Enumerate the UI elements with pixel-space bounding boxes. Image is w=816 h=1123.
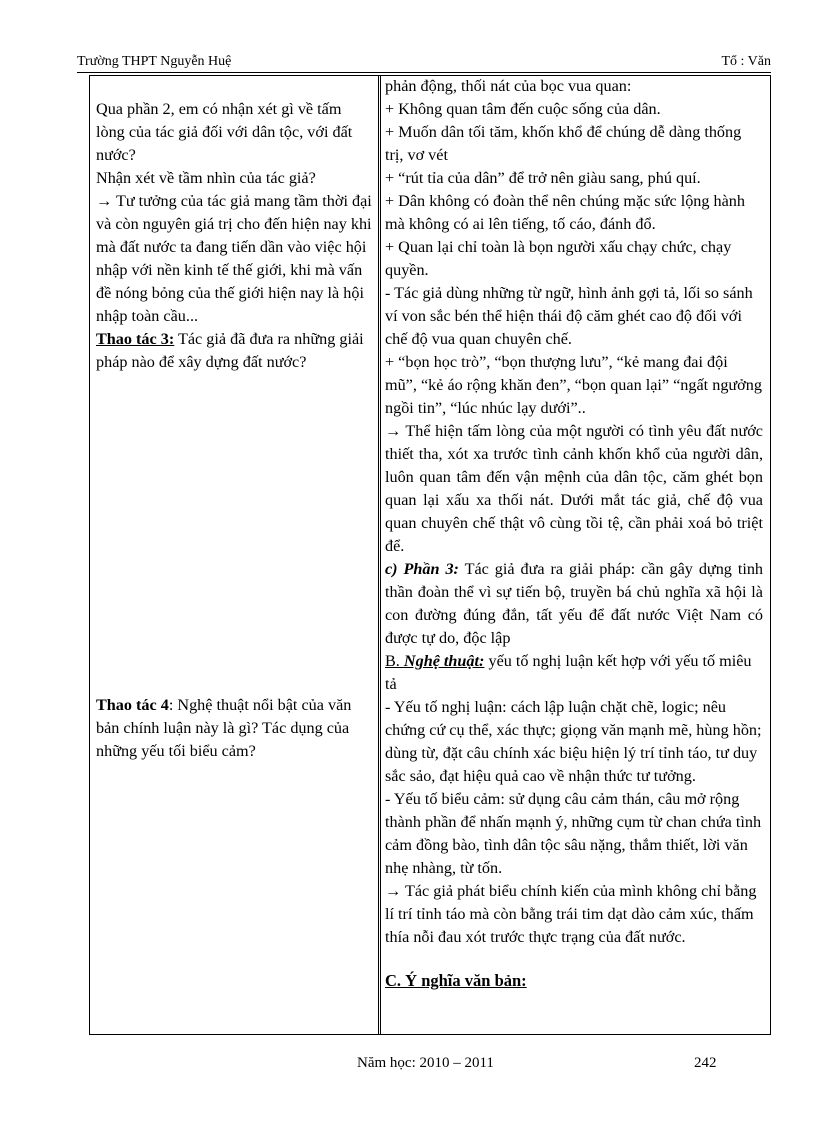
meaning-heading: C. Ý nghĩa văn bản: <box>385 971 527 990</box>
right-column <box>385 76 763 992</box>
right-line-8: + “bọn học trò”, “bọn thượng lưu”, “kẻ mang đai đội mũ”, “kẻ áo rộng khăn đen”, “bọn quan lại” “ngất ngưởng ngồi tin”, “lúc nhúc lạy dưới”.. <box>385 353 762 417</box>
task4-label: Thao tác 4 <box>96 696 169 714</box>
right-line-2: + Không quan tâm đến cuộc sống của dân. <box>385 100 661 118</box>
task4-text: : Nghệ thuật nổi bật của văn bản chính luận này là gì? Tác dụng của những yếu tối biểu cảm? <box>96 696 352 760</box>
art-heading <box>385 650 763 696</box>
art-label-b: B. <box>385 652 404 670</box>
right-line-1: phản động, thối nát của bọc vua quan: <box>385 77 632 95</box>
page-number: 242 <box>694 1055 717 1071</box>
part3 <box>385 558 763 650</box>
task4 <box>96 694 372 763</box>
question-vision: Nhận xét về tầm nhìn của tác giả? <box>96 169 316 187</box>
art-text: yếu tố nghị luận kết hợp với yếu tố miêu tả <box>385 652 752 693</box>
question-part2: Qua phần 2, em có nhận xét gì về tấm lòng của tác giả đối với dân tộc, với đất nước? <box>96 100 353 164</box>
vision-answer: → Tư tưởng của tác giả mang tầm thời đại và còn nguyên giá trị cho đến hiện nay khi mà đất nước ta đang tiến dần vào việc hội nhập với nền kinh tế thế giới, khi mà vấn đề nóng bỏng của thế giới hiện nay là hội nhập toàn cầu... <box>96 192 372 325</box>
task3-label: Thao tác 3: <box>96 330 175 348</box>
left-column <box>96 76 372 760</box>
page-header <box>77 54 771 73</box>
column-divider <box>378 76 381 1034</box>
art-label: Nghệ thuật: <box>403 652 485 670</box>
task3-text: Tác giả đã đưa ra những giải pháp nào để xây dựng đất nước? <box>96 330 364 371</box>
part3-label: c) Phần 3: <box>385 560 459 578</box>
right-line-7: - Tác giả dùng những từ ngữ, hình ảnh gợi tả, lối so sánh ví von sắc bén thể hiện thái độ căm ghét cao độ đối với chế độ vua quan chuyên chế. <box>385 284 753 348</box>
art-expressive: - Yếu tố biểu cảm: sử dụng câu cảm thán, câu mở rộng thành phần để nhấn mạnh ý, những cụm từ chan chứa tình cảm đồng bào, tình dân tộc sâu nặng, thắm thiết, lời văn nhẹ nhàng, từ tốn. <box>385 790 762 877</box>
right-line-6: + Quan lại chỉ toàn là bọn người xấu chạy chức, chạy quyền. <box>385 238 732 279</box>
school-name: Trường THPT Nguyễn Huệ <box>77 54 232 69</box>
task3 <box>96 328 372 374</box>
part3-text: Tác giả đưa ra giải pháp: cần gây dựng tinh thần đoàn thể vì sự tiến bộ, truyền bá chủ nghĩa xã hội là con đường đúng đắn, tất yếu để đất nước Việt Nam có được tự do, độc lập <box>385 560 764 647</box>
right-line-3: + Muốn dân tối tăm, khốn khổ để chúng dễ dàng thống trị, vơ vét <box>385 123 742 164</box>
lesson-table <box>89 75 771 1035</box>
right-line-4: + “rút tỉa của dân” để trở nên giàu sang, phú quí. <box>385 169 701 187</box>
art-conclusion: → Tác giả phát biểu chính kiến của mình không chỉ bằng lí trí tỉnh táo mà còn bằng trái tim dạt dào cảm xúc, thấm thía nỗi đau xót trước thực trạng của đất nước. <box>385 882 757 946</box>
right-line-5: + Dân không có đoàn thể nên chúng mặc sức lộng hành mà không có ai lên tiếng, tố cáo, đánh đổ. <box>385 192 745 233</box>
school-year: Năm học: 2010 – 2011 <box>357 1055 494 1071</box>
department: Tổ : Văn <box>721 54 771 69</box>
right-conclusion: → Thể hiện tấm lòng của một người có tình yêu đất nước thiết tha, xót xa trước tình cảnh khốn khổ của người dân, luôn quan tâm đến vận mệnh của dân tộc, căm ghét bọn quan lại xấu xa thối nát. Dưới mắt tác giả, chế độ vua quan chuyên chế thật vô cùng tồi tệ, cần phải xoá bỏ triệt để. <box>385 422 763 555</box>
art-argument: - Yếu tố nghị luận: cách lập luận chặt chẽ, logic; nêu chứng cứ cụ thể, xác thực; giọng văn mạnh mẽ, hùng hồn; dùng từ, đặt câu chính xác biệu hiện lý trí tỉnh táo, tư duy sắc sảo, đạt hiệu quả cao về nhận thức tư tưởng. <box>385 698 762 785</box>
